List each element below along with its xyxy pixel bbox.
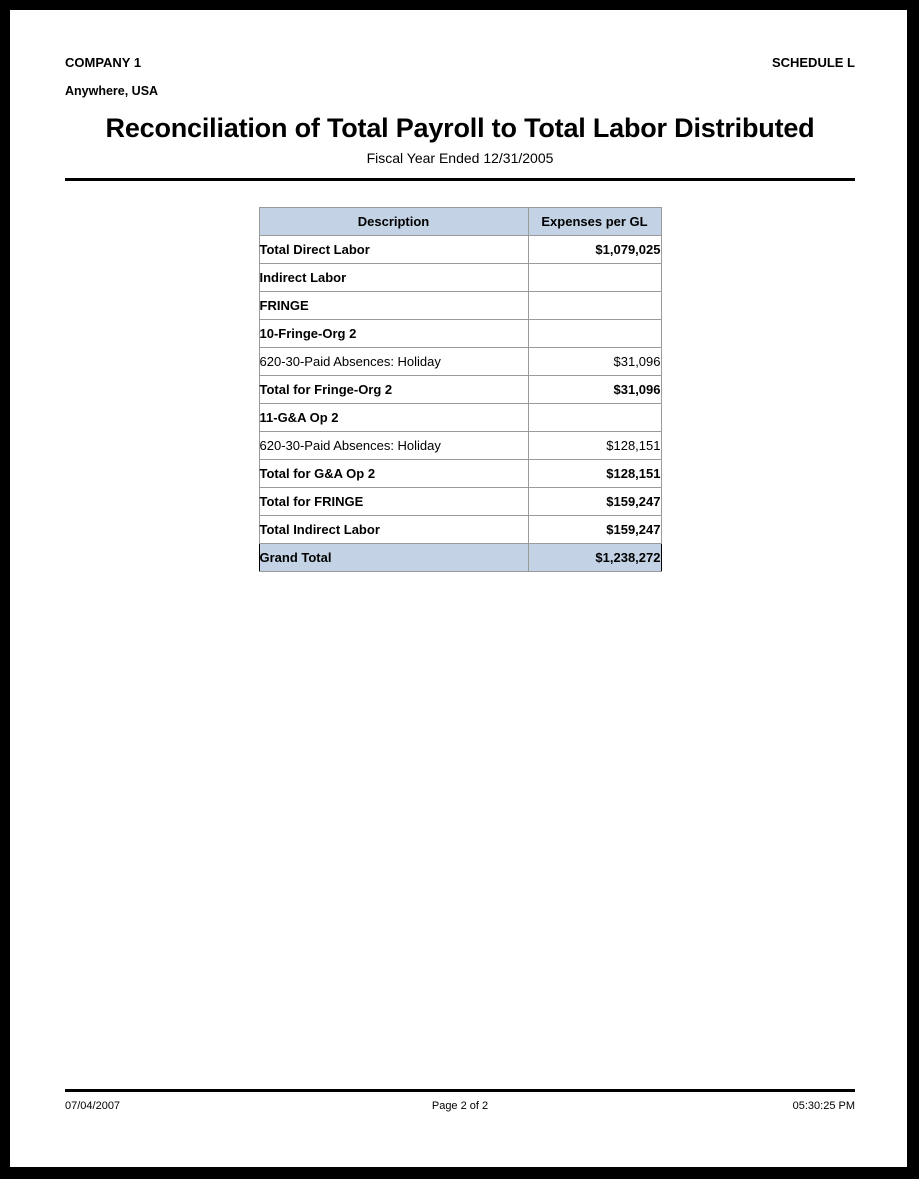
footer-divider — [65, 1089, 855, 1092]
row-description: Total for G&A Op 2 — [259, 460, 528, 488]
row-amount: $1,079,025 — [528, 236, 661, 264]
row-amount — [528, 292, 661, 320]
row-description: Indirect Labor — [259, 264, 528, 292]
column-header-expenses: Expenses per GL — [528, 208, 661, 236]
table-row — [259, 376, 661, 404]
reconciliation-table — [259, 207, 662, 572]
table-row — [259, 292, 661, 320]
row-amount: $31,096 — [528, 348, 661, 376]
row-amount — [528, 320, 661, 348]
grand-total-row — [259, 544, 661, 572]
schedule-label: SCHEDULE L — [771, 55, 855, 70]
page-title: Reconciliation of Total Payroll to Total Labor Distributed — [105, 113, 815, 143]
document-page — [10, 10, 907, 1167]
document-header — [65, 55, 855, 70]
row-amount: $31,096 — [528, 376, 661, 404]
table-row — [259, 320, 661, 348]
row-description: Total Indirect Labor — [259, 516, 528, 544]
row-description: 620-30-Paid Absences: Holiday — [259, 432, 528, 460]
table-row — [259, 516, 661, 544]
page-subtitle: Fiscal Year Ended 12/31/2005 — [366, 150, 554, 167]
table-header-row — [259, 208, 661, 236]
grand-total-label: Grand Total — [259, 544, 528, 572]
table-row — [259, 460, 661, 488]
row-description: Total for FRINGE — [259, 488, 528, 516]
row-description: 10-Fringe-Org 2 — [259, 320, 528, 348]
table-row — [259, 264, 661, 292]
row-amount: $128,151 — [528, 460, 661, 488]
row-amount — [528, 404, 661, 432]
row-description: Total Direct Labor — [259, 236, 528, 264]
table-row — [259, 488, 661, 516]
table-row — [259, 348, 661, 376]
company-name: COMPANY 1 — [65, 55, 142, 70]
row-amount: $159,247 — [528, 516, 661, 544]
row-amount: $128,151 — [528, 432, 661, 460]
company-location: Anywhere, USA — [65, 84, 159, 98]
table-row — [259, 432, 661, 460]
footer-time: 05:30:25 PM — [792, 1100, 855, 1112]
footer-date: 07/04/2007 — [65, 1100, 121, 1112]
row-amount — [528, 264, 661, 292]
table-container — [65, 207, 855, 572]
row-description: 11-G&A Op 2 — [259, 404, 528, 432]
footer-row — [65, 1100, 855, 1112]
row-description: Total for Fringe-Org 2 — [259, 376, 528, 404]
table-row — [259, 236, 661, 264]
table-row — [259, 404, 661, 432]
footer-page-number: Page 2 of 2 — [431, 1100, 489, 1112]
document-footer — [65, 1089, 855, 1112]
document-content — [65, 55, 855, 572]
row-amount: $159,247 — [528, 488, 661, 516]
grand-total-amount: $1,238,272 — [528, 544, 661, 572]
header-divider — [65, 178, 855, 181]
row-description: 620-30-Paid Absences: Holiday — [259, 348, 528, 376]
column-header-description: Description — [259, 208, 528, 236]
row-description: FRINGE — [259, 292, 528, 320]
